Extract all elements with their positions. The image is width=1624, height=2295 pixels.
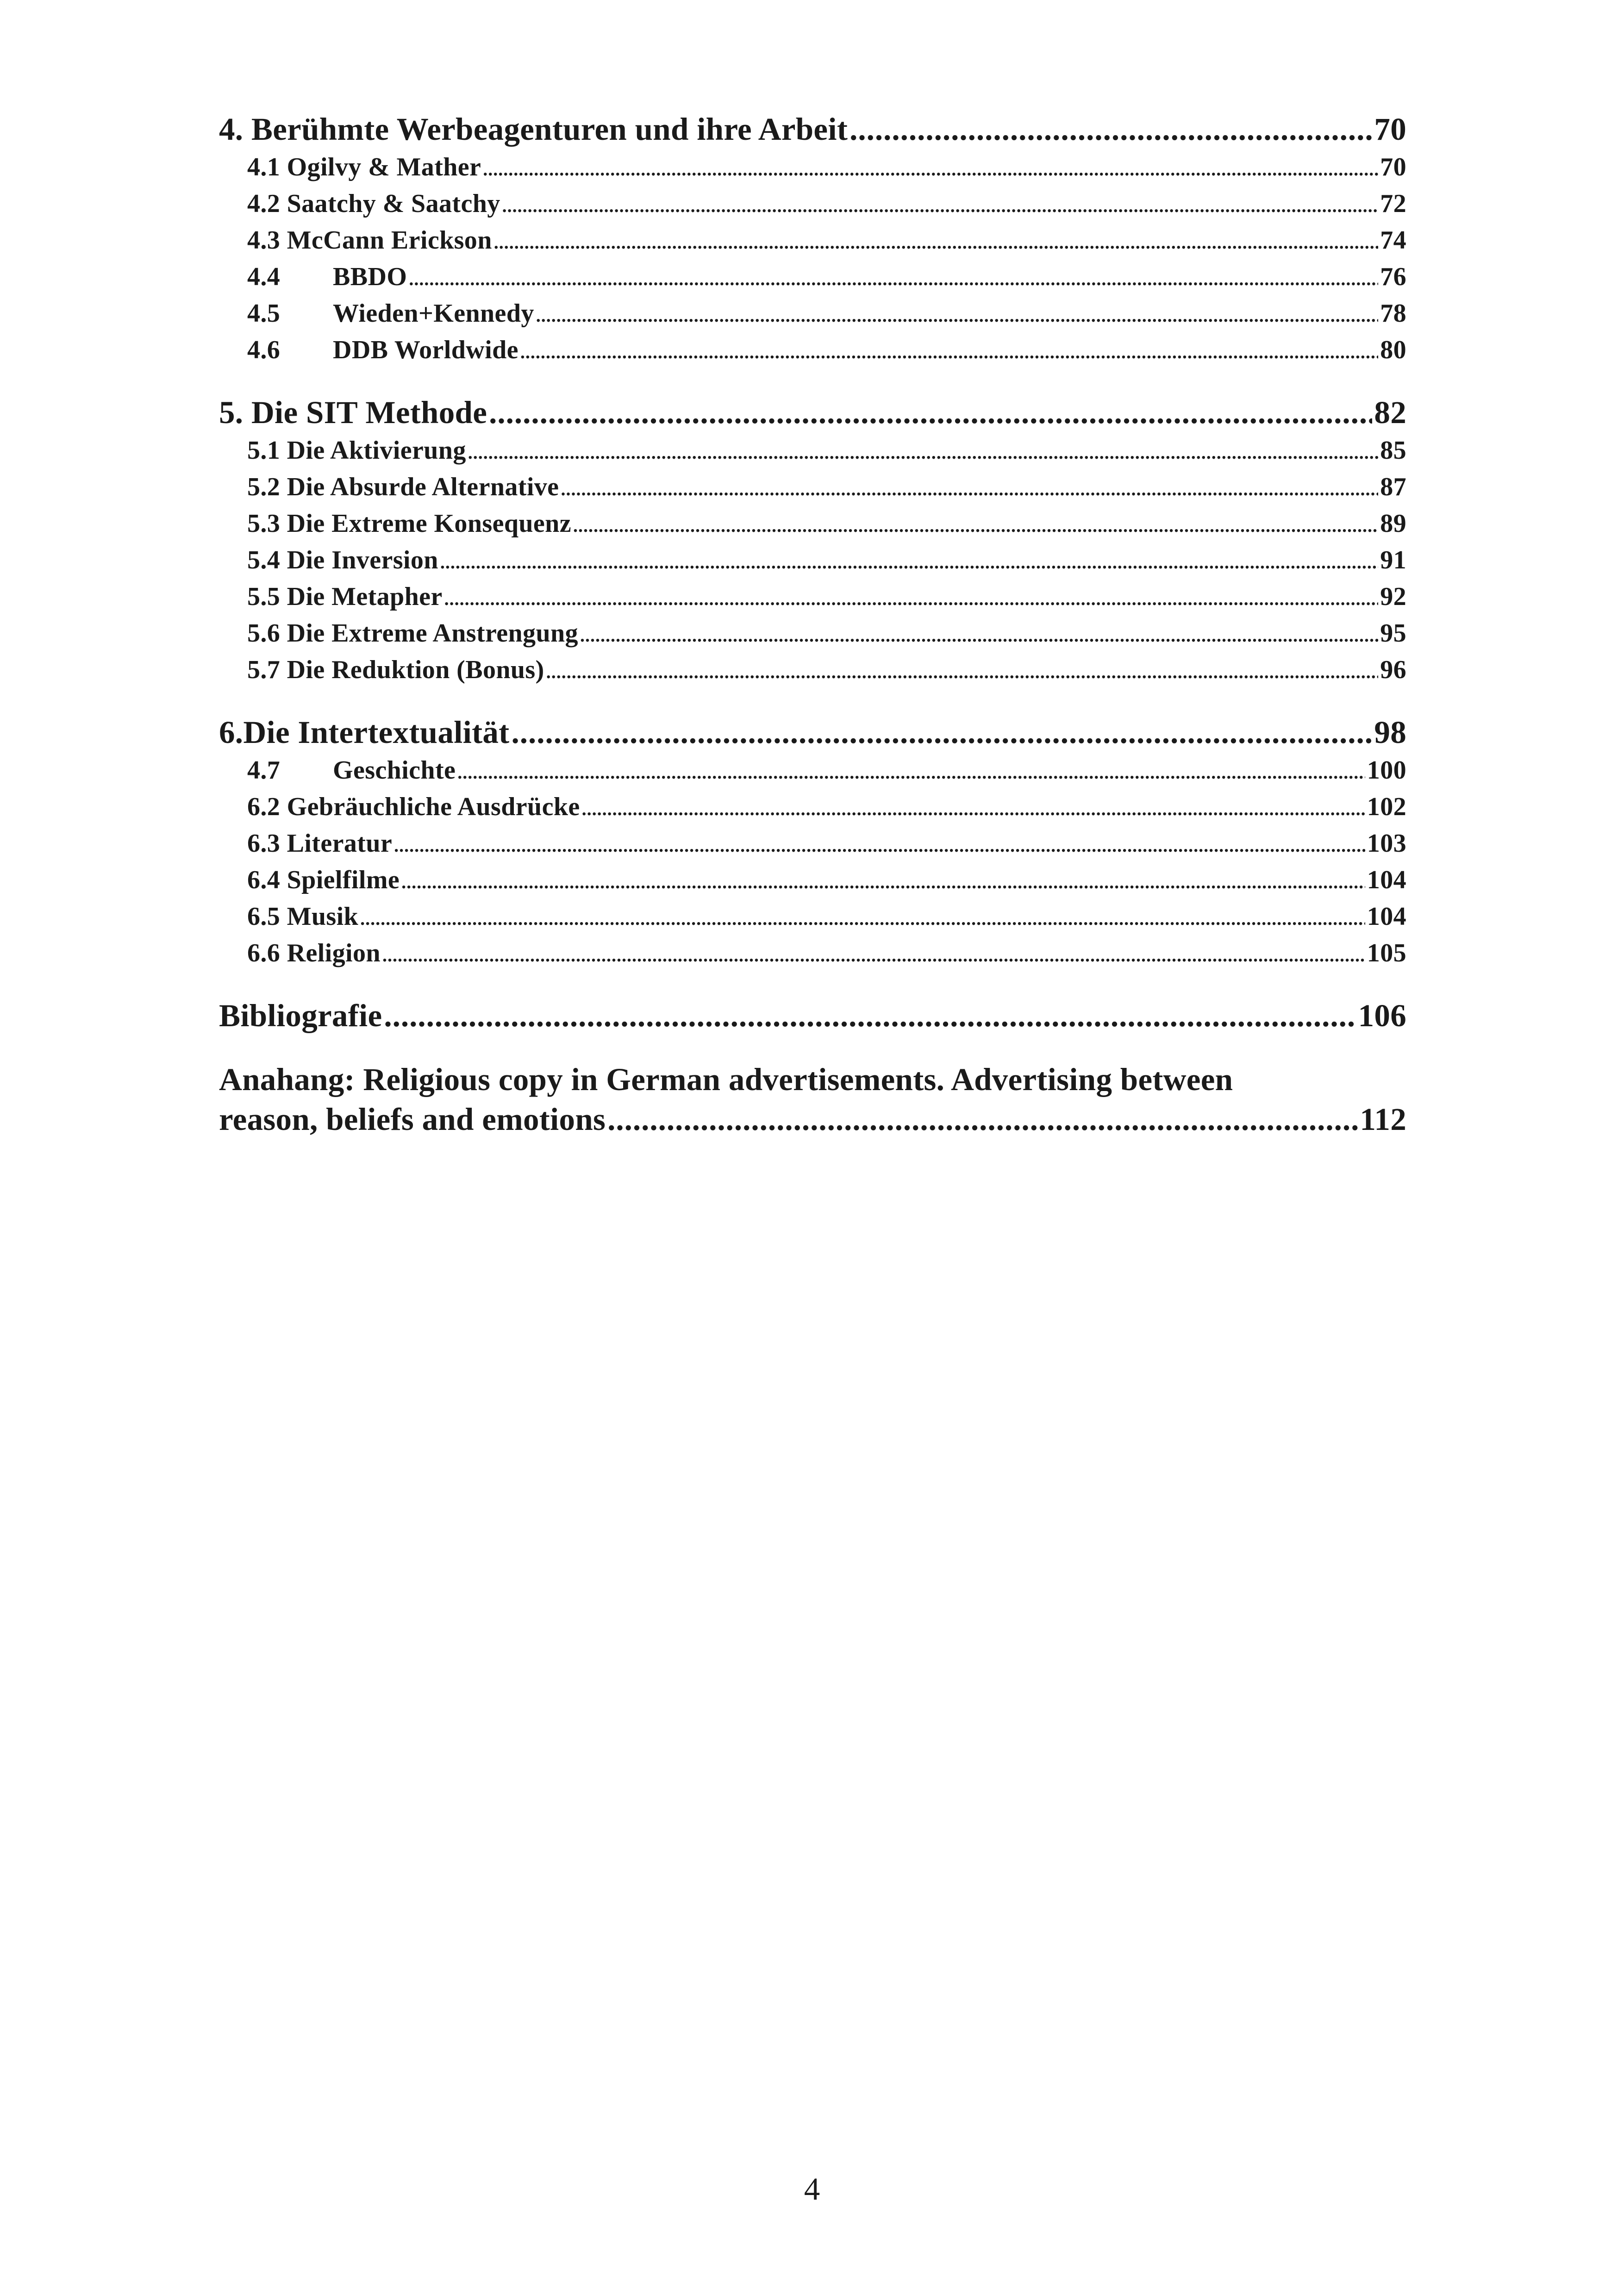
toc-item-number: 5.6 xyxy=(247,619,281,648)
toc-item[interactable] xyxy=(219,259,1406,295)
toc-item-number: 5.1 xyxy=(247,436,281,465)
toc-page-number: 105 xyxy=(1367,939,1406,967)
toc-item-title: Wieden+Kennedy xyxy=(333,299,534,328)
toc-heading-title: 4. Berühmte Werbeagenturen und ihre Arbeit xyxy=(219,112,848,147)
toc-item-number: 4.1 xyxy=(247,153,281,181)
toc-page-number: 106 xyxy=(1358,998,1406,1033)
toc-page-number: 100 xyxy=(1367,756,1406,785)
toc-item-number: 6.2 xyxy=(247,792,281,821)
toc-item[interactable] xyxy=(219,505,1406,542)
toc-item-title: Die Extreme Anstrengung xyxy=(287,619,578,648)
toc-section-4 xyxy=(219,109,1406,368)
toc-heading xyxy=(219,1099,1406,1139)
toc-appendix-title-line2: reason, beliefs and emotions xyxy=(219,1102,606,1137)
dot-leader xyxy=(582,791,1365,825)
toc-page-number: 87 xyxy=(1380,473,1406,501)
toc-item-number: 4.6 xyxy=(247,336,281,364)
dot-leader xyxy=(384,996,1356,1035)
toc-item[interactable] xyxy=(219,825,1406,862)
toc-item-title: Musik xyxy=(287,902,359,931)
toc-page-number: 96 xyxy=(1380,655,1406,684)
toc-item-number: 6.3 xyxy=(247,829,281,858)
toc-page-number: 104 xyxy=(1367,902,1406,931)
toc-item[interactable] xyxy=(219,149,1406,186)
dot-leader xyxy=(468,434,1378,469)
toc-item-title: Saatchy & Saatchy xyxy=(287,189,500,218)
dot-leader xyxy=(520,334,1378,368)
toc-item[interactable] xyxy=(219,935,1406,972)
toc-item-number: 4.3 xyxy=(247,226,281,255)
toc-item[interactable] xyxy=(219,652,1406,688)
dot-leader xyxy=(573,507,1378,542)
dot-leader xyxy=(494,224,1378,259)
toc-item[interactable] xyxy=(219,222,1406,259)
toc-item-title: BBDO xyxy=(333,262,407,291)
toc-page-number: 89 xyxy=(1380,509,1406,538)
toc-page-number: 76 xyxy=(1380,262,1406,291)
dot-leader xyxy=(409,261,1378,295)
toc-page-number: 70 xyxy=(1374,112,1406,147)
toc-item-number: 6.4 xyxy=(247,866,281,894)
toc-heading[interactable] xyxy=(219,393,1406,432)
toc-section-5 xyxy=(219,393,1406,688)
toc-item-title: Spielfilme xyxy=(287,866,400,894)
dot-leader xyxy=(580,617,1378,652)
page-footer-number: 4 xyxy=(804,2171,820,2207)
toc-page-number: 74 xyxy=(1380,226,1406,255)
dot-leader xyxy=(457,754,1365,789)
toc-item-number: 4.7 xyxy=(247,756,281,785)
toc-page-number: 104 xyxy=(1367,866,1406,894)
dot-leader xyxy=(546,654,1379,688)
toc-item-title: Literatur xyxy=(287,829,393,858)
toc-item[interactable] xyxy=(219,579,1406,615)
dot-leader xyxy=(440,544,1378,579)
dot-leader xyxy=(394,827,1365,862)
toc-item-number: 5.4 xyxy=(247,546,281,574)
toc-item-title: McCann Erickson xyxy=(287,226,492,255)
toc-item-title: Die Absurde Alternative xyxy=(287,473,559,501)
toc-item[interactable] xyxy=(219,615,1406,652)
toc-item[interactable] xyxy=(219,295,1406,332)
toc-page-number: 102 xyxy=(1367,792,1406,821)
dot-leader xyxy=(401,864,1365,898)
toc-item-number: 5.3 xyxy=(247,509,281,538)
dot-leader xyxy=(502,187,1379,222)
toc-item-title: Die Reduktion (Bonus) xyxy=(287,655,544,684)
toc-page-number: 103 xyxy=(1367,829,1406,858)
dot-leader xyxy=(849,109,1372,149)
toc-page-number: 78 xyxy=(1380,299,1406,328)
toc-page-number: 91 xyxy=(1380,546,1406,574)
toc-item-title: Gebräuchliche Ausdrücke xyxy=(287,792,580,821)
toc-heading-title: Bibliografie xyxy=(219,998,382,1033)
toc-item[interactable] xyxy=(219,898,1406,935)
toc-item-number: 6.6 xyxy=(247,939,281,967)
toc-page-number: 70 xyxy=(1380,153,1406,181)
toc-page-number: 112 xyxy=(1360,1102,1406,1137)
dot-leader xyxy=(360,900,1365,935)
toc-heading[interactable] xyxy=(219,996,1406,1035)
toc-item-title: Religion xyxy=(287,939,381,967)
toc-item[interactable] xyxy=(219,789,1406,825)
toc-item-number: 4.5 xyxy=(247,299,281,328)
toc-section-bibliography xyxy=(219,996,1406,1035)
toc-page-number: 72 xyxy=(1380,189,1406,218)
toc-heading[interactable] xyxy=(219,109,1406,149)
table-of-contents xyxy=(219,109,1406,1139)
toc-item-title: Geschichte xyxy=(333,756,456,785)
toc-page-number: 92 xyxy=(1380,582,1406,611)
toc-page-number: 95 xyxy=(1380,619,1406,648)
toc-appendix-title-line1: Anahang: Religious copy in German advertisements. Advertising between xyxy=(219,1062,1233,1097)
toc-page-number: 85 xyxy=(1380,436,1406,465)
toc-item-number: 4.4 xyxy=(247,262,281,291)
toc-heading[interactable] xyxy=(219,712,1406,752)
toc-heading-title: 5. Die SIT Methode xyxy=(219,395,487,430)
toc-page-number: 82 xyxy=(1374,395,1406,430)
toc-item[interactable] xyxy=(219,186,1406,222)
toc-item-number: 4.2 xyxy=(247,189,281,218)
dot-leader xyxy=(444,580,1379,615)
toc-item-number: 6.5 xyxy=(247,902,281,931)
toc-item[interactable] xyxy=(219,469,1406,505)
toc-item-title: Die Metapher xyxy=(287,582,443,611)
toc-page-number: 98 xyxy=(1374,715,1406,750)
toc-section-appendix[interactable] xyxy=(219,1060,1406,1139)
dot-leader xyxy=(483,151,1378,186)
dot-leader xyxy=(536,297,1378,332)
toc-item[interactable] xyxy=(219,432,1406,469)
toc-item-title: Die Extreme Konsequenz xyxy=(287,509,571,538)
toc-page-number: 80 xyxy=(1380,336,1406,364)
toc-section-6 xyxy=(219,712,1406,972)
dot-leader xyxy=(511,712,1372,752)
dot-leader xyxy=(607,1099,1358,1139)
toc-item-title: Die Aktivierung xyxy=(287,436,466,465)
toc-item[interactable] xyxy=(219,542,1406,579)
toc-item[interactable] xyxy=(219,862,1406,898)
dot-leader xyxy=(382,937,1365,972)
dot-leader xyxy=(561,471,1378,505)
toc-heading-title: 6.Die Intertextualität xyxy=(219,715,510,750)
dot-leader xyxy=(489,393,1372,432)
toc-item-title: Ogilvy & Mather xyxy=(287,153,481,181)
toc-item-number: 5.5 xyxy=(247,582,281,611)
toc-item-number: 5.7 xyxy=(247,655,281,684)
toc-item-title: DDB Worldwide xyxy=(333,336,518,364)
toc-item[interactable] xyxy=(219,332,1406,368)
toc-item[interactable] xyxy=(219,752,1406,789)
toc-item-number: 5.2 xyxy=(247,473,281,501)
toc-item-title: Die Inversion xyxy=(287,546,438,574)
